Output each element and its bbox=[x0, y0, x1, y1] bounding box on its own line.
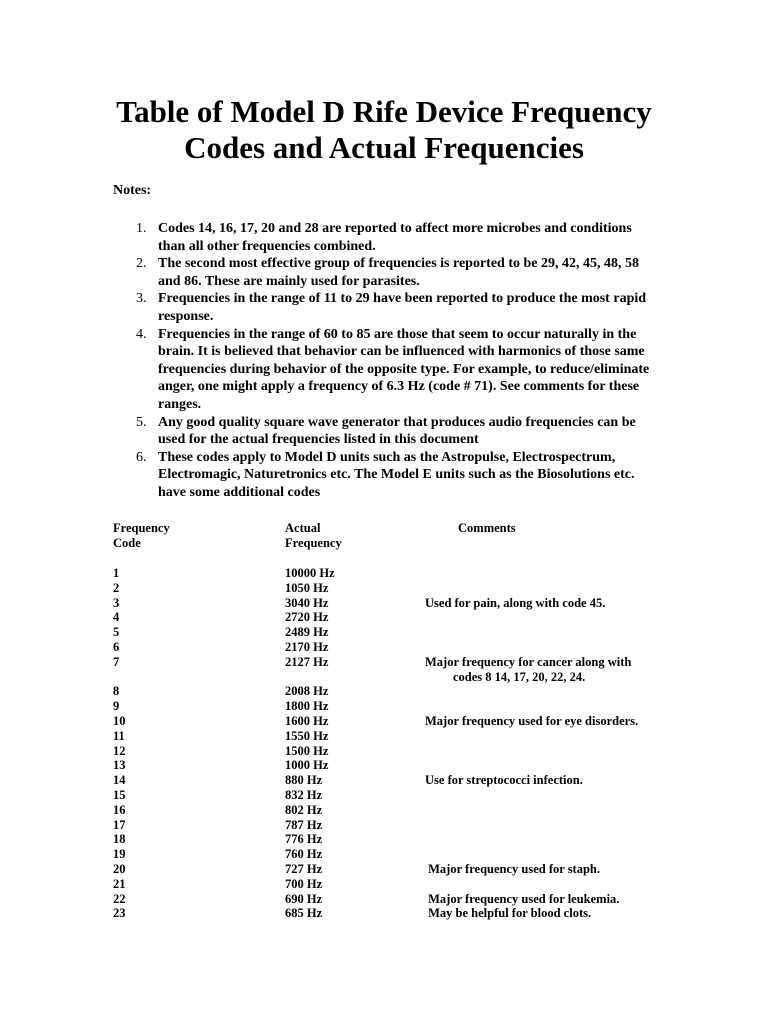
comment-line: May be helpful for blood clots. bbox=[425, 906, 592, 921]
comment-line-2: codes 8 14, 17, 20, 22, 24. bbox=[453, 669, 586, 684]
frequency-code: 8 bbox=[113, 684, 120, 699]
frequency-table bbox=[0, 566, 768, 921]
comment bbox=[425, 773, 583, 788]
actual-frequency: 1050 Hz bbox=[285, 580, 329, 595]
note-item bbox=[113, 449, 658, 502]
note-item bbox=[113, 255, 658, 290]
table-row bbox=[0, 684, 768, 699]
table-row bbox=[0, 773, 768, 788]
actual-frequency: 3040 Hz bbox=[285, 595, 329, 610]
note-number: 4. bbox=[136, 326, 147, 342]
table-row bbox=[0, 566, 768, 581]
table-row bbox=[0, 877, 768, 892]
note-number: 5. bbox=[136, 414, 147, 430]
notes-label: Notes: bbox=[113, 183, 152, 198]
actual-frequency: 2489 Hz bbox=[285, 625, 329, 640]
header-freq-line2: Frequency bbox=[285, 536, 342, 550]
comment bbox=[425, 892, 619, 907]
note-text: Codes 14, 16, 17, 20 and 28 are reported to affect more microbes and conditions than all other frequencies combined. bbox=[158, 221, 632, 254]
table-row bbox=[0, 581, 768, 596]
actual-frequency: 776 Hz bbox=[285, 832, 323, 847]
table-row bbox=[0, 892, 768, 907]
actual-frequency: 1500 Hz bbox=[285, 743, 329, 758]
table-row bbox=[0, 714, 768, 729]
actual-frequency: 760 Hz bbox=[285, 847, 323, 862]
note-item bbox=[113, 326, 658, 414]
comment-line: Major frequency for cancer along with bbox=[425, 654, 632, 669]
title-line-2: Codes and Actual Frequencies bbox=[184, 130, 584, 165]
frequency-code: 9 bbox=[113, 699, 120, 714]
frequency-code: 2 bbox=[113, 580, 120, 595]
actual-frequency: 2127 Hz bbox=[285, 654, 329, 669]
table-row bbox=[0, 729, 768, 744]
comment bbox=[425, 906, 591, 921]
frequency-code: 15 bbox=[113, 787, 126, 802]
actual-frequency: 727 Hz bbox=[285, 861, 323, 876]
actual-frequency: 802 Hz bbox=[285, 802, 323, 817]
frequency-code: 13 bbox=[113, 758, 126, 773]
table-row bbox=[0, 906, 768, 921]
actual-frequency: 690 Hz bbox=[285, 891, 323, 906]
table-row bbox=[0, 655, 768, 685]
actual-frequency: 2170 Hz bbox=[285, 639, 329, 654]
table-row bbox=[0, 803, 768, 818]
note-text: Frequencies in the range of 60 to 85 are those that seem to occur naturally in the brain. It is believed that behavior can be influenced with harmonics of those same frequencies during behavior of the opposite type. For example, to reduce/eliminate anger, one might apply a frequency of 6.3 Hz (code # 71). See comments for these ranges. bbox=[158, 326, 650, 412]
frequency-code: 10 bbox=[113, 713, 126, 728]
frequency-code: 4 bbox=[113, 610, 120, 625]
frequency-code: 5 bbox=[113, 625, 120, 640]
comment-line: Major frequency used for eye disorders. bbox=[425, 713, 639, 728]
actual-frequency: 880 Hz bbox=[285, 773, 323, 788]
actual-frequency: 10000 Hz bbox=[285, 566, 335, 580]
notes-list bbox=[113, 220, 658, 502]
frequency-code: 20 bbox=[113, 861, 126, 876]
actual-frequency: 832 Hz bbox=[285, 787, 323, 802]
frequency-code: 12 bbox=[113, 743, 126, 758]
comment bbox=[425, 655, 631, 685]
actual-frequency: 2008 Hz bbox=[285, 684, 329, 699]
header-comments: Comments bbox=[458, 521, 516, 535]
header-code-line1: Frequency bbox=[113, 521, 170, 535]
note-item bbox=[113, 220, 658, 255]
frequency-code: 7 bbox=[113, 654, 120, 669]
frequency-code: 16 bbox=[113, 802, 126, 817]
title-line-1: Table of Model D Rife Device Frequency bbox=[116, 94, 652, 129]
note-text: Any good quality square wave generator that produces audio frequencies can be used for the actual frequencies listed in this document bbox=[158, 414, 636, 448]
comment-line: Major frequency used for staph. bbox=[425, 861, 600, 876]
table-row bbox=[0, 847, 768, 862]
note-text: Frequencies in the range of 11 to 29 have been reported to produce the most rapid response. bbox=[158, 291, 647, 324]
frequency-code: 18 bbox=[113, 832, 126, 847]
table-row bbox=[0, 596, 768, 611]
comment bbox=[425, 596, 605, 611]
actual-frequency: 1000 Hz bbox=[285, 758, 329, 773]
frequency-code: 11 bbox=[113, 728, 125, 743]
table-row bbox=[0, 832, 768, 847]
table-row bbox=[0, 862, 768, 877]
note-number: 3. bbox=[136, 291, 147, 307]
frequency-code: 3 bbox=[113, 595, 120, 610]
actual-frequency: 1600 Hz bbox=[285, 713, 329, 728]
frequency-code: 6 bbox=[113, 639, 120, 654]
header-code bbox=[113, 521, 170, 551]
table-row bbox=[0, 744, 768, 759]
frequency-code: 21 bbox=[113, 876, 126, 891]
actual-frequency: 787 Hz bbox=[285, 817, 323, 832]
actual-frequency: 1800 Hz bbox=[285, 699, 329, 714]
frequency-code: 1 bbox=[113, 566, 120, 580]
comment bbox=[425, 862, 600, 877]
note-item bbox=[113, 414, 658, 449]
actual-frequency: 2720 Hz bbox=[285, 610, 329, 625]
comment-line: Used for pain, along with code 45. bbox=[425, 595, 606, 610]
header-freq-line1: Actual bbox=[285, 521, 321, 535]
table-row bbox=[0, 699, 768, 714]
frequency-code: 17 bbox=[113, 817, 126, 832]
note-number: 6. bbox=[136, 449, 147, 465]
table-row bbox=[0, 625, 768, 640]
note-number: 2. bbox=[136, 256, 147, 272]
table-row bbox=[0, 610, 768, 625]
frequency-code: 19 bbox=[113, 847, 126, 862]
note-text: The second most effective group of frequencies is reported to be 29, 42, 45, 48, 58 and 86. These are mainly used for parasites. bbox=[158, 256, 639, 289]
table-row bbox=[0, 788, 768, 803]
note-item bbox=[113, 290, 658, 325]
header-code-line2: Code bbox=[113, 536, 141, 550]
actual-frequency: 685 Hz bbox=[285, 906, 323, 921]
table-row bbox=[0, 640, 768, 655]
comment-line: Major frequency used for leukemia. bbox=[425, 891, 620, 906]
actual-frequency: 1550 Hz bbox=[285, 728, 329, 743]
header-frequency bbox=[285, 521, 342, 551]
actual-frequency: 700 Hz bbox=[285, 876, 323, 891]
frequency-code: 22 bbox=[113, 891, 126, 906]
comment-line: Use for streptococci infection. bbox=[425, 773, 583, 788]
frequency-code: 23 bbox=[113, 906, 126, 921]
note-number: 1. bbox=[136, 221, 147, 236]
note-text: These codes apply to Model D units such as the Astropulse, Electrospectrum, Electromagic, Naturetronics etc. The Model E units such as the Biosolutions etc. have some additional codes bbox=[158, 449, 635, 500]
table-row bbox=[0, 818, 768, 833]
page-title bbox=[0, 94, 768, 166]
frequency-code: 14 bbox=[113, 773, 126, 788]
comment bbox=[425, 714, 638, 729]
table-row bbox=[0, 758, 768, 773]
